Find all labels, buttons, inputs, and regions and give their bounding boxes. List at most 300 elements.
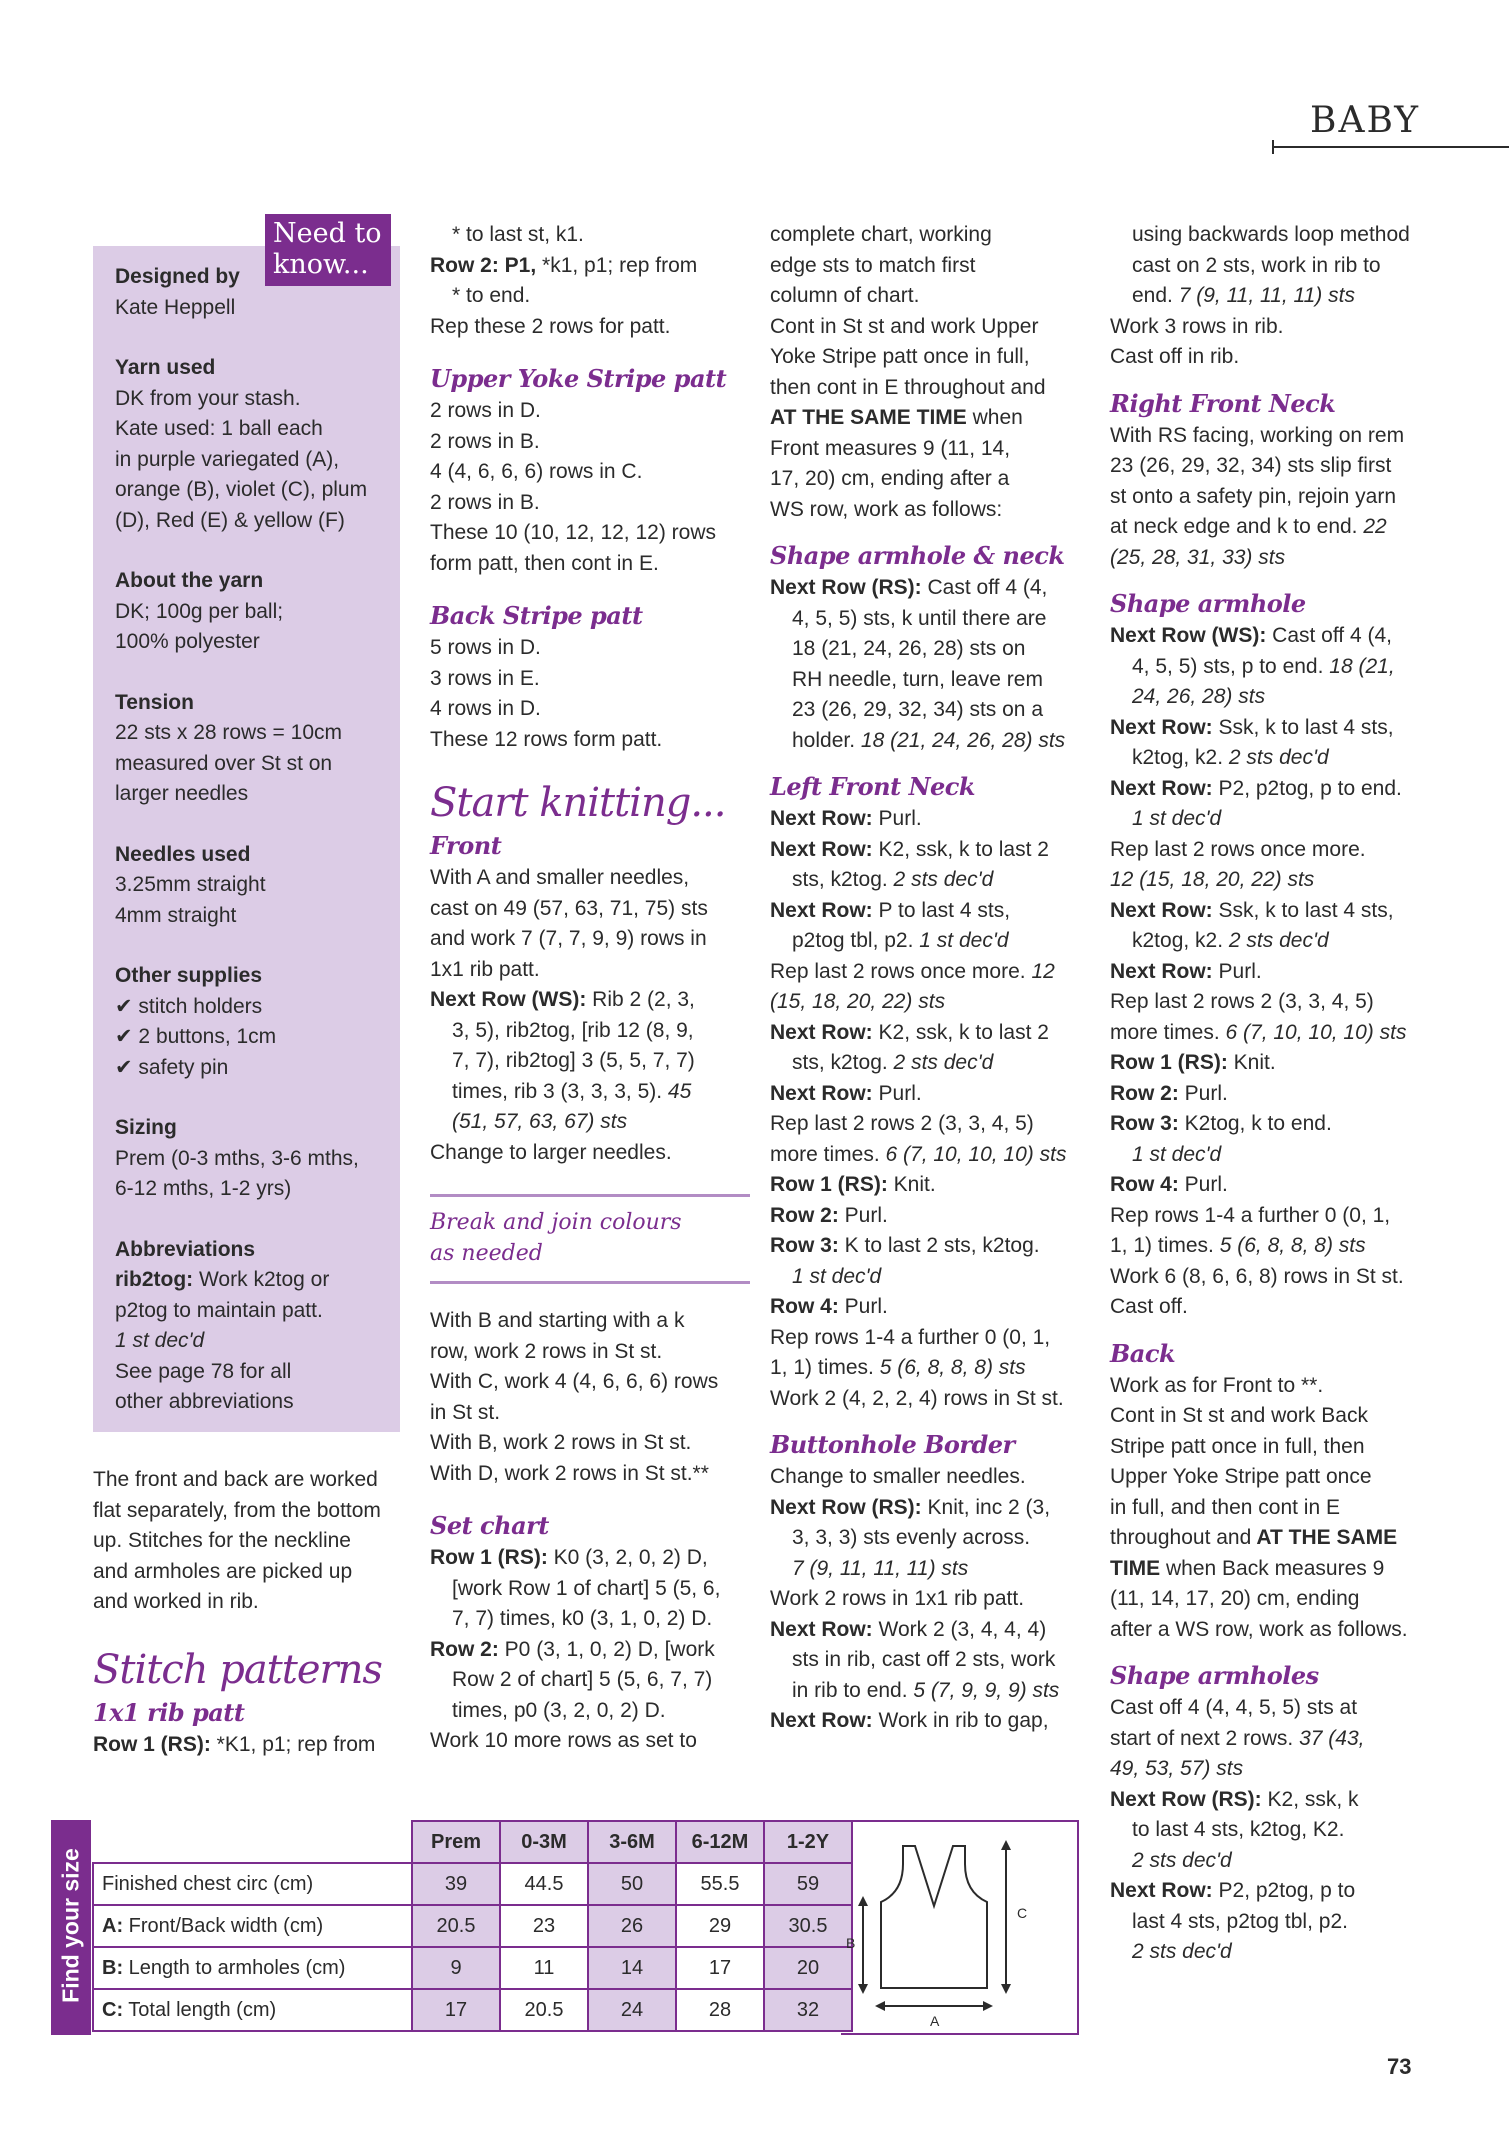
text-line [1110, 926, 1440, 957]
text-line: Cast off 4 (4, 4, 5, 5) sts at [1110, 1696, 1358, 1719]
rib-patt-heading: 1x1 rib patt [93, 1697, 245, 1727]
text-line [770, 1140, 1090, 1171]
vest-schematic [841, 1822, 1077, 2037]
text-span: p2tog tbl, p2. [792, 929, 914, 952]
row-text: Purl. [838, 1295, 888, 1318]
text-line [770, 804, 1090, 835]
text-line: last 4 sts, p2tog tbl, p2. [1132, 1909, 1348, 1933]
table-cell: 39 [412, 1863, 500, 1905]
table-cell: 17 [412, 1989, 500, 2031]
page-number: 73 [1387, 2054, 1412, 2079]
row-label [93, 1863, 412, 1905]
text-line: With D, work 2 rows in St st.** [430, 1461, 709, 1485]
text-line: With B and starting with a k [430, 1309, 685, 1332]
row-label: Next Row: [1110, 959, 1213, 983]
text-line: With B, work 2 rows in St st. [430, 1431, 692, 1454]
text-line: Rep rows 1-4 a further 0 (0, 1, [770, 1325, 1051, 1349]
text-line: [work Row 1 of chart] 5 (5, 6, [452, 1576, 721, 1600]
text-line: in full, and then cont in E [1110, 1495, 1340, 1519]
intro-line: and worked in rib. [93, 1590, 259, 1613]
text-line [770, 726, 1090, 757]
sizing-line: 6-12 mths, 1-2 yrs) [115, 1177, 292, 1200]
text-line [1110, 1724, 1440, 1755]
stitch-count: 24, 26, 28) sts [1132, 685, 1266, 708]
text-span: 4, 5, 5) sts, p to end. [1132, 654, 1324, 678]
text-line [1110, 1554, 1440, 1585]
row-label [93, 1947, 412, 1989]
text-line: Work 3 rows in rib. [1110, 314, 1284, 338]
stitch-count: 22 [1357, 515, 1387, 538]
text-line: Cast off. [1110, 1295, 1188, 1318]
text-line: st onto a safety pin, rejoin yarn [1110, 484, 1396, 508]
stitch-count: 2 sts dec'd [1223, 929, 1329, 952]
table-row [93, 1905, 852, 1947]
find-your-size-tab [51, 1820, 91, 2035]
stitch-count: (25, 28, 31, 33) sts [1110, 545, 1286, 569]
table-row [93, 1947, 852, 1989]
row-text: *k1, p1; rep from [536, 253, 698, 277]
text-line: 4 rows in D. [430, 697, 541, 720]
row-text: Cast off 4 (4, [1266, 624, 1392, 647]
text-line [770, 957, 1090, 988]
text-line: 1x1 rib patt. [430, 957, 540, 981]
back-heading: Back [1110, 1338, 1176, 1368]
sizing-heading: Sizing [115, 1116, 177, 1139]
text-line: 23 (26, 29, 32, 34) sts on a [792, 698, 1043, 721]
text-line: edge sts to match first [770, 253, 976, 277]
row-text: Purl. [1178, 1173, 1228, 1196]
start-knitting-heading: Start knitting... [430, 780, 726, 826]
diagram-label-b: B [846, 1935, 856, 1951]
text-line [1110, 621, 1440, 652]
text-line: 3 rows in E. [430, 666, 540, 690]
garment-diagram [841, 1820, 1079, 2035]
text-line: These 10 (10, 12, 12, 12) rows [430, 521, 716, 544]
row-label: Row 2: P1, [430, 253, 537, 277]
back-stripe-heading: Back Stripe patt [430, 601, 643, 630]
stitch-count: 12 (15, 18, 20, 22) sts [1110, 868, 1315, 891]
row-label-text: Front/Back width (cm) [123, 1914, 324, 1937]
row-text: Rib 2 (2, 3, [586, 988, 695, 1011]
size-table [92, 1820, 856, 2032]
text-line [1110, 1018, 1440, 1049]
text-line: Yoke Stripe patt once in full, [770, 345, 1030, 368]
size-header: 0-3M [500, 1821, 588, 1863]
text-span: more times. [1110, 1020, 1220, 1044]
text-line: 2 rows in D. [430, 399, 541, 422]
about-yarn-line: DK; 100g per ball; [115, 599, 284, 623]
row-label: Row 1 (RS): [430, 1546, 548, 1569]
need-to-know-panel [93, 246, 400, 1432]
yarn-line: DK from your stash. [115, 386, 301, 410]
text-line: then cont in E throughout and [770, 375, 1046, 399]
stitch-count: 2 sts dec'd [887, 1051, 994, 1074]
stitch-count: 7 (9, 11, 11, 11) sts [1172, 284, 1355, 307]
text-line [770, 1292, 1090, 1323]
table-cell: 29 [676, 1905, 764, 1947]
text-line: 23 (26, 29, 32, 34) sts slip first [1110, 454, 1392, 477]
text-line: Rep last 2 rows 2 (3, 3, 4, 5) [1110, 990, 1374, 1013]
intro-line: up. Stitches for the neckline [93, 1529, 351, 1552]
text-line: WS row, work as follows: [770, 497, 1003, 521]
text-line: With A and smaller needles, [430, 866, 690, 889]
text-line [1110, 896, 1440, 927]
row-label: Next Row (RS): [770, 576, 922, 599]
row-text: K2tog, k to end. [1178, 1112, 1332, 1135]
shape-armholes-heading: Shape armholes [1110, 1661, 1319, 1690]
text-line: 7, 7), rib2tog] 3 (5, 5, 7, 7) [452, 1049, 695, 1072]
row-text: K2, ssk, k to last 2 [872, 837, 1049, 861]
text-line: row, work 2 rows in St st. [430, 1339, 663, 1363]
text-line [770, 865, 1090, 896]
table-cell: 20 [764, 1947, 852, 1989]
row-label [93, 1989, 412, 2031]
sizing-block [115, 1113, 390, 1205]
section-title: BABY [1310, 100, 1421, 141]
supplies-heading: Other supplies [115, 964, 263, 987]
text-span: start of next 2 rows. [1110, 1726, 1294, 1750]
row-label [93, 1905, 412, 1947]
text-span: end. [1132, 284, 1173, 307]
text-span: sts, k2tog. [792, 1051, 888, 1074]
row-label: Row 2: [1110, 1081, 1179, 1105]
needles-line: 3.25mm straight [115, 873, 266, 896]
table-cell: 50 [588, 1863, 676, 1905]
table-cell: 23 [500, 1905, 588, 1947]
yarn-line: orange (B), violet (C), plum [115, 478, 368, 501]
row-label: Row 1 (RS): [770, 1173, 888, 1196]
text-line: Rep last 2 rows 2 (3, 3, 4, 5) [770, 1112, 1034, 1135]
abbreviation-line: p2tog to maintain patt. [115, 1298, 323, 1322]
row-prefix: A: [102, 1914, 124, 1937]
text-line: form patt, then cont in E. [430, 551, 659, 575]
text-span: Rep last 2 rows once more. [770, 959, 1026, 983]
text-line: Front measures 9 (11, 14, [770, 436, 1011, 460]
emphasis: AT THE SAME [1251, 1526, 1398, 1549]
text-line: * to end. [452, 284, 531, 307]
abbreviation-text: Work k2tog or [193, 1268, 330, 1291]
row-prefix: C: [102, 1998, 124, 2021]
note-line: as needed [430, 1241, 543, 1266]
row-label: Row 4: [770, 1295, 839, 1318]
stitch-count: 5 (7, 9, 9, 9) sts [907, 1678, 1060, 1702]
table-cell: 32 [764, 1989, 852, 2031]
text-line: Upper Yoke Stripe patt once [1110, 1465, 1372, 1488]
yarn-used-block [115, 353, 390, 536]
size-header: 3-6M [588, 1821, 676, 1863]
vest-outline [881, 1846, 987, 1988]
text-line [770, 1615, 1090, 1646]
text-span: holder. [792, 728, 856, 752]
text-line: Stripe patt once in full, then [1110, 1434, 1365, 1458]
colour-note [430, 1194, 750, 1284]
badge-line: Need to [273, 218, 382, 249]
text-line [1110, 774, 1440, 805]
row-text: K0 (3, 2, 0, 2) D, [547, 1546, 708, 1569]
text-line [1110, 1109, 1440, 1140]
text-line: Cont in St st and work Back [1110, 1404, 1368, 1427]
row-label: Next Row (WS): [430, 988, 587, 1011]
diagram-label-a: A [930, 2013, 940, 2029]
row-prefix: B: [102, 1956, 124, 1979]
row-label: Next Row: [1110, 1879, 1213, 1902]
row-text: Knit. [1227, 1051, 1276, 1074]
row-text: Purl. [838, 1203, 888, 1227]
text-line [770, 1353, 1090, 1384]
text-span: more times. [770, 1142, 880, 1166]
table-cell: 24 [588, 1989, 676, 2031]
text-line [770, 573, 1090, 604]
text-line [770, 835, 1090, 866]
stitch-count: 5 (6, 8, 8, 8) sts [1213, 1234, 1366, 1257]
text-line: 2 rows in B. [430, 490, 540, 514]
stitch-count: 6 (7, 10, 10, 10) sts [879, 1142, 1067, 1166]
yarn-line: in purple variegated (A), [115, 447, 340, 471]
text-span: when [966, 406, 1023, 429]
row-text: *K1, p1; rep from [210, 1732, 376, 1756]
text-line [1110, 743, 1440, 774]
row-text: Work in rib to gap, [872, 1709, 1049, 1732]
size-header: 6-12M [676, 1821, 764, 1863]
left-front-neck-heading: Left Front Neck [770, 772, 976, 801]
sizing-line: Prem (0-3 mths, 3-6 mths, [115, 1146, 359, 1170]
supplies-line: ✔ stitch holders [115, 994, 263, 1018]
about-yarn-line: 100% polyester [115, 630, 260, 653]
emphasis: TIME [1110, 1556, 1161, 1580]
table-cell: 9 [412, 1947, 500, 1989]
text-line: after a WS row, work as follows. [1110, 1617, 1408, 1641]
text-line: 7, 7) times, k0 (3, 1, 0, 2) D. [452, 1607, 713, 1630]
row-text: Cast off 4 (4, [921, 576, 1048, 599]
find-your-size-box [51, 1820, 1079, 2035]
stitch-count: (51, 57, 63, 67) sts [452, 1110, 628, 1133]
stitch-count: 2 sts dec'd [887, 868, 994, 891]
text-line: Rep rows 1-4 a further 0 (0, 1, [1110, 1203, 1391, 1227]
stitch-count: 7 (9, 11, 11, 11) sts [792, 1556, 969, 1580]
intro-column [93, 1465, 403, 1760]
text-line [430, 1077, 750, 1108]
row-label-text: Total length (cm) [123, 1998, 277, 2021]
need-to-know-badge [265, 214, 391, 286]
row-label: Next Row (WS): [1110, 624, 1267, 647]
rib-row-1 [93, 1730, 403, 1761]
row-label-text: Length to armholes (cm) [123, 1956, 346, 1979]
row-text: Purl. [872, 807, 922, 830]
size-header: 1-2Y [764, 1821, 852, 1863]
about-yarn-block [115, 566, 390, 658]
text-line: Cast off in rib. [1110, 345, 1240, 368]
text-line: Rep last 2 rows once more. [1110, 837, 1366, 861]
text-line: cast on 49 (57, 63, 71, 75) sts [430, 896, 708, 920]
row-label: Next Row: [770, 898, 873, 922]
abbreviation-term: rib2tog: [115, 1268, 194, 1291]
intro-line: flat separately, from the bottom [93, 1498, 381, 1522]
right-front-neck-heading: Right Front Neck [1110, 388, 1336, 418]
text-line: 5 rows in D. [430, 636, 541, 659]
emphasis: AT THE SAME TIME [770, 406, 967, 429]
text-line [430, 1635, 750, 1666]
row-text: K to last 2 sts, k2tog. [838, 1234, 1040, 1257]
find-your-size-label: Find your size [57, 1848, 84, 2003]
text-line [1110, 1170, 1440, 1201]
text-line [1110, 1523, 1440, 1554]
abbreviations-block [115, 1235, 390, 1418]
text-span: k2tog, k2. [1132, 929, 1224, 952]
table-header-row [93, 1821, 852, 1863]
tension-line: larger needles [115, 782, 249, 805]
row-label: Row 3: [1110, 1112, 1179, 1135]
row-label: Row 2: [770, 1203, 839, 1227]
text-line: 4 (4, 6, 6, 6) rows in C. [430, 460, 643, 483]
row-label: Next Row: [770, 807, 873, 830]
stitch-count: 5 (6, 8, 8, 8) sts [873, 1356, 1026, 1379]
text-line [770, 1231, 1090, 1262]
row-label: Next Row: [770, 1617, 873, 1641]
text-span: k2tog, k2. [1132, 746, 1224, 769]
table-cell: 14 [588, 1947, 676, 1989]
stitch-count: 6 (7, 10, 10, 10) sts [1219, 1020, 1407, 1044]
stitch-count: 18 (21, [1323, 654, 1395, 678]
tension-heading: Tension [115, 690, 194, 714]
yarn-used-heading: Yarn used [115, 356, 216, 379]
row-text: Knit, inc 2 (3, [921, 1495, 1051, 1519]
buttonhole-border-heading: Buttonhole Border [770, 1430, 1015, 1459]
arrowhead [1001, 1840, 1011, 1850]
text-line [770, 403, 1090, 434]
text-line [1110, 1231, 1440, 1262]
row-label: Next Row (RS): [1110, 1787, 1262, 1811]
shape-armhole-heading: Shape armhole [1110, 589, 1306, 618]
text-line: cast on 2 sts, work in rib to [1132, 253, 1381, 277]
table-cell: 30.5 [764, 1905, 852, 1947]
text-line: Change to smaller needles. [770, 1465, 1026, 1488]
set-chart-heading: Set chart [430, 1511, 549, 1540]
table-cell: 26 [588, 1905, 676, 1947]
intro-line: The front and back are worked [93, 1468, 378, 1491]
shape-armhole-neck-heading: Shape armhole & neck [770, 541, 1065, 570]
upper-yoke-heading: Upper Yoke Stripe patt [430, 364, 727, 393]
text-line: (11, 14, 17, 20) cm, ending [1110, 1587, 1360, 1610]
row-label: Next Row: [1110, 898, 1213, 922]
text-line [770, 1493, 1090, 1524]
section-rule [1272, 146, 1509, 148]
text-line [1110, 512, 1440, 543]
tension-line: measured over St st on [115, 751, 333, 775]
text-line [1110, 1079, 1440, 1110]
column-3 [770, 220, 1090, 1737]
needles-block [115, 840, 390, 932]
row-label: Next Row: [1110, 776, 1213, 800]
section-rule-tick [1272, 140, 1274, 154]
needles-line: 4mm straight [115, 903, 237, 927]
text-line: Change to larger needles. [430, 1140, 672, 1164]
text-line [770, 1018, 1090, 1049]
size-header: Prem [412, 1821, 500, 1863]
supplies-line: ✔ safety pin [115, 1055, 229, 1079]
text-span: 1, 1) times. [770, 1356, 874, 1379]
text-span: sts, k2tog. [792, 868, 888, 891]
row-text: Ssk, k to last 4 sts, [1212, 898, 1394, 922]
row-label: Next Row: [770, 837, 873, 861]
diagram-label-c: C [1017, 1905, 1028, 1921]
row-label: Next Row: [1110, 715, 1213, 739]
supplies-block [115, 961, 390, 1083]
text-line [1110, 1048, 1440, 1079]
stitch-count: 18 (21, 24, 26, 28) sts [855, 728, 1066, 752]
text-line: Row 2 of chart] 5 (5, 6, 7, 7) [452, 1668, 713, 1691]
text-line: Work 2 rows in 1x1 rib patt. [770, 1587, 1025, 1610]
stitch-count: 2 sts dec'd [1132, 1940, 1232, 1963]
text-line [770, 1676, 1090, 1707]
text-line [430, 985, 750, 1016]
table-cell: 28 [676, 1989, 764, 2031]
text-line: in St st. [430, 1400, 501, 1424]
row-text: K2, ssk, k [1261, 1787, 1359, 1811]
stitch-count: 2 sts dec'd [1132, 1848, 1232, 1872]
text-line [770, 926, 1090, 957]
tension-line: 22 sts x 28 rows = 10cm [115, 721, 343, 744]
table-cell: 20.5 [500, 1989, 588, 2031]
front-heading: Front [430, 831, 502, 860]
designed-by-heading: Designed by [115, 265, 240, 288]
row-label: Row 3: [770, 1234, 839, 1257]
stitch-count: 12 [1025, 959, 1055, 983]
note-line: Break and join colours [430, 1210, 682, 1235]
text-line: Work 2 (4, 2, 2, 4) rows in St st. [770, 1386, 1064, 1410]
text-line [430, 251, 750, 282]
stitch-count: 1 st dec'd [1132, 1142, 1222, 1166]
abbreviation-line: other abbreviations [115, 1390, 294, 1413]
table-row [93, 1989, 852, 2031]
stitch-count: 1 st dec'd [913, 929, 1009, 952]
text-line [770, 896, 1090, 927]
row-text: Purl. [1212, 959, 1262, 983]
row-label: Next Row: [770, 1081, 873, 1105]
text-line: Work as for Front to **. [1110, 1373, 1324, 1397]
supplies-line: ✔ 2 buttons, 1cm [115, 1025, 277, 1048]
text-line [1110, 1876, 1440, 1907]
row-text: P to last 4 sts, [872, 898, 1011, 922]
row-text: Ssk, k to last 4 sts, [1212, 715, 1394, 739]
row-label: Next Row (RS): [770, 1495, 922, 1519]
row-label: Row 2: [430, 1637, 499, 1661]
arrowhead [875, 2001, 885, 2011]
table-cell: 55.5 [676, 1863, 764, 1905]
intro-line: and armholes are picked up [93, 1559, 353, 1583]
text-line: and work 7 (7, 7, 9, 9) rows in [430, 927, 707, 950]
row-text: P2, p2tog, p to end. [1212, 776, 1402, 800]
text-line: complete chart, working [770, 223, 992, 246]
table-cell: 20.5 [412, 1905, 500, 1947]
text-line [770, 1079, 1090, 1110]
text-line [770, 1170, 1090, 1201]
row-text: K2, ssk, k to last 2 [872, 1020, 1049, 1044]
text-line [770, 1201, 1090, 1232]
stitch-patterns-heading: Stitch patterns [93, 1646, 382, 1693]
row-text: Purl. [872, 1081, 922, 1105]
abbreviation-line: See page 78 for all [115, 1359, 292, 1383]
text-line: Work 10 more rows as set to [430, 1729, 697, 1752]
row-label-text: Finished chest circ (cm) [102, 1872, 314, 1895]
text-line: 17, 20) cm, ending after a [770, 467, 1010, 490]
table-cell: 44.5 [500, 1863, 588, 1905]
designer-name: Kate Heppell [115, 295, 236, 319]
needles-heading: Needles used [115, 842, 251, 866]
stitch-count: 1 st dec'd [1132, 807, 1222, 830]
text-line: Rep these 2 rows for patt. [430, 314, 671, 338]
text-line: With RS facing, working on rem [1110, 423, 1405, 447]
text-line: column of chart. [770, 284, 920, 307]
